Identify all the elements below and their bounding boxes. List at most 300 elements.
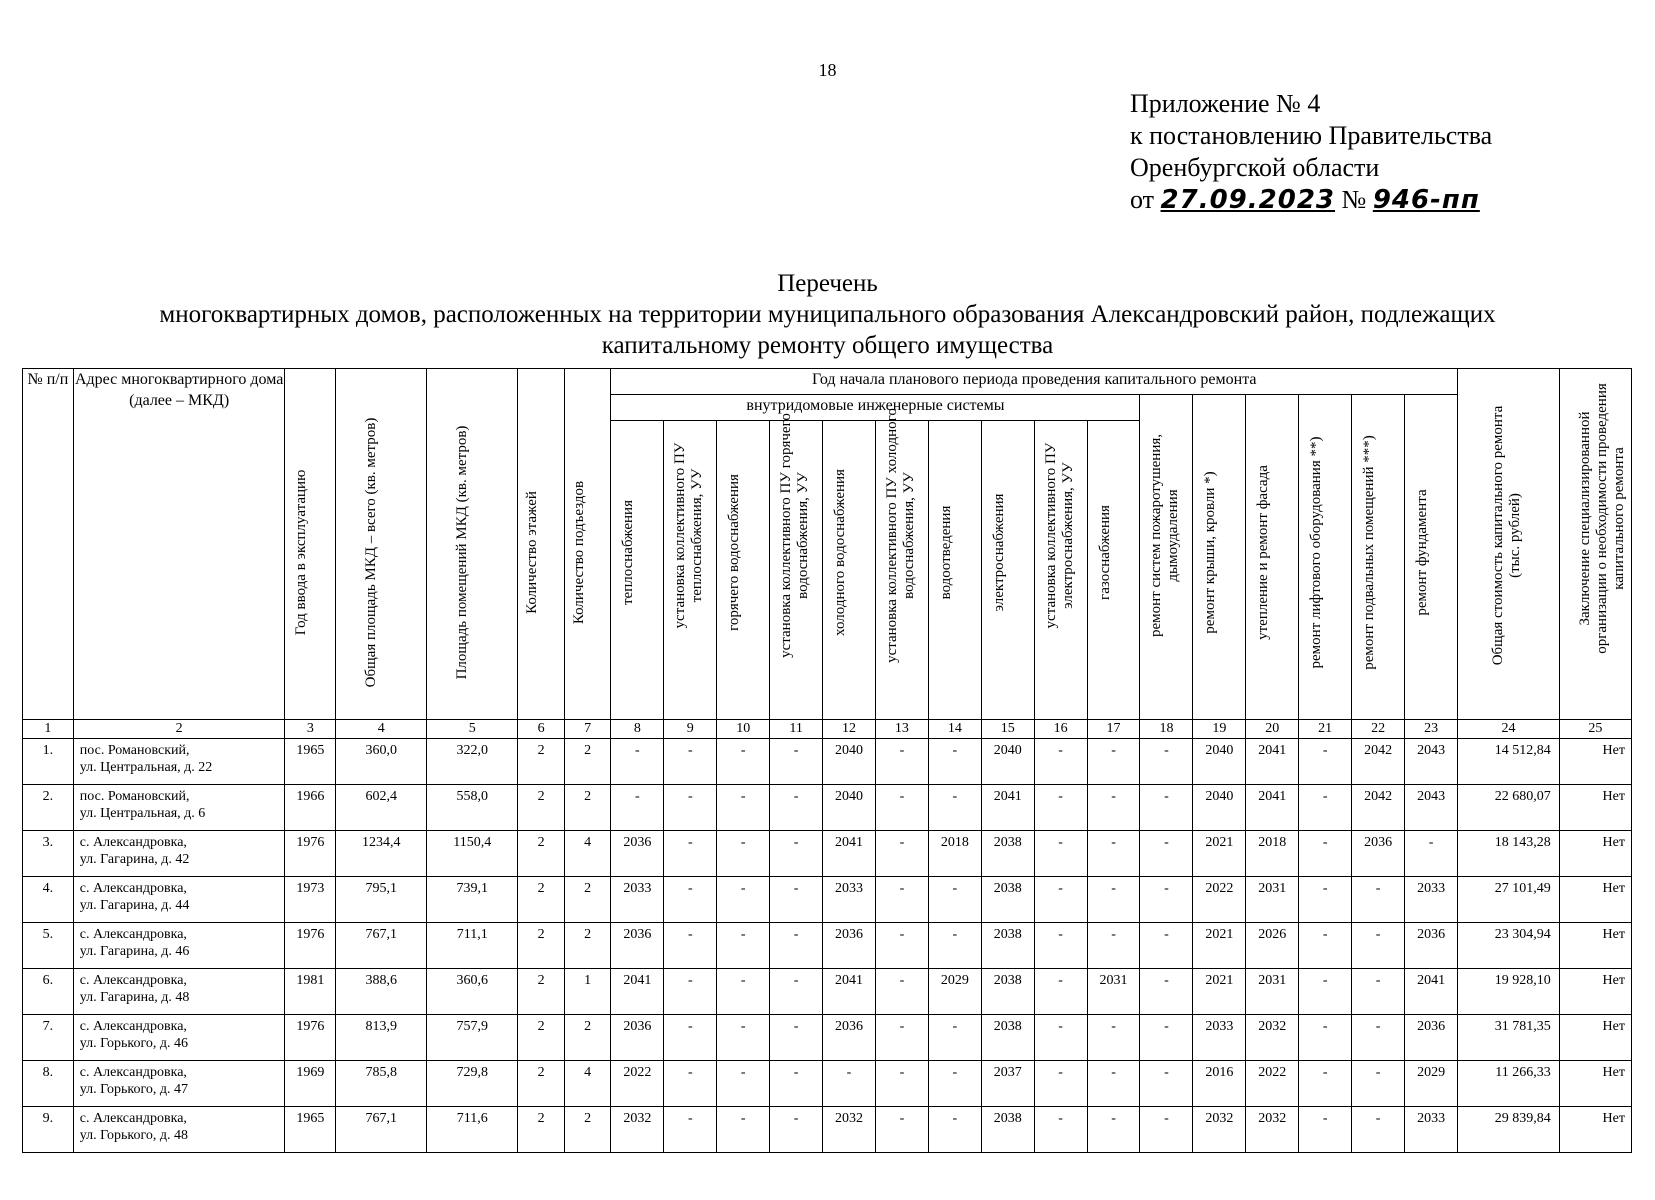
table-cell: - [664,1061,717,1107]
appendix-line-1: Приложение № 4 [1130,89,1321,118]
table-cell: 1 [564,969,611,1015]
table-cell: 18 143,28 [1458,831,1560,877]
header-floors: Количество этажей [518,369,565,720]
table-cell: 2 [564,1015,611,1061]
column-number: 5 [427,720,518,739]
table-row [23,1015,1632,1061]
table-cell: - [1087,923,1140,969]
header-fire: ремонт систем пожаротушения, дымоудаления [1140,395,1193,720]
address-line-2: ул. Гагарина, д. 44 [79,898,190,913]
column-number: 13 [875,720,928,739]
table-cell: - [717,1107,770,1153]
header-year-built: Год ввода в эксплуатацию [285,369,336,720]
table-cell: - [717,785,770,831]
table-cell: 2 [518,1015,565,1061]
column-number: 21 [1299,720,1352,739]
column-number: 20 [1246,720,1299,739]
table-cell: 360,0 [336,739,427,785]
header-entrances: Количество подъездов [564,369,611,720]
table-cell: - [664,877,717,923]
address-cell [73,831,285,877]
address-cell [73,1015,285,1061]
table-body [23,739,1632,1153]
table-cell: 2036 [1405,1015,1458,1061]
row-number: 3. [23,831,74,877]
table-cell: - [875,785,928,831]
table-cell: - [664,923,717,969]
column-number: 2 [73,720,285,739]
table-cell: - [770,1061,823,1107]
table-cell: - [664,969,717,1015]
column-number: 4 [336,720,427,739]
table-cell: 1981 [285,969,336,1015]
table-cell: Нет [1559,785,1631,831]
table-cell: 2040 [823,739,876,785]
table-cell: - [717,923,770,969]
address-cell [73,877,285,923]
table-cell: 2040 [1193,739,1246,785]
table-cell: - [770,1015,823,1061]
table-cell: - [1352,969,1405,1015]
table-cell: - [717,1015,770,1061]
address-line-2: ул. Гагарина, д. 48 [79,990,190,1005]
table-cell: - [875,877,928,923]
table-cell: - [928,1107,981,1153]
table-cell: 29 839,84 [1458,1107,1560,1153]
table-cell: 23 304,94 [1458,923,1560,969]
table-cell: - [1140,1107,1193,1153]
header-heating: теплоснабжения [611,421,664,720]
table-cell: 4 [564,831,611,877]
address-line-2: ул. Горького, д. 47 [79,1082,189,1097]
table-cell: 2042 [1352,739,1405,785]
table-cell: - [875,831,928,877]
column-number: 17 [1087,720,1140,739]
table-cell: 2021 [1193,923,1246,969]
table-cell: - [1299,1015,1352,1061]
table-cell: 2 [518,969,565,1015]
table-cell: - [717,1061,770,1107]
table-cell: 360,6 [427,969,518,1015]
row-number: 5. [23,923,74,969]
table-cell: 2022 [1246,1061,1299,1107]
table-cell: 757,9 [427,1015,518,1061]
table-cell: - [875,1061,928,1107]
table-cell: - [823,1061,876,1107]
header-conclusion: Заключение специализированной организации о необходимости проведения капитального ремонта [1559,369,1631,720]
table-cell: Нет [1559,923,1631,969]
table-cell: 22 680,07 [1458,785,1560,831]
address-line-1: с. Александровка, [79,881,187,896]
table-cell: 2 [518,1107,565,1153]
table-cell: 2032 [1193,1107,1246,1153]
row-number: 4. [23,877,74,923]
table-cell: 2040 [1193,785,1246,831]
address-cell [73,923,285,969]
address-cell [73,1107,285,1153]
table-cell: 2018 [1246,831,1299,877]
table-cell: 2018 [928,831,981,877]
table-cell: 2033 [1405,1107,1458,1153]
column-number: 18 [1140,720,1193,739]
handwritten-number: 946-пп [1372,185,1480,215]
table-cell: 1976 [285,1015,336,1061]
page-number: 18 [818,60,837,80]
address-line-1: с. Александровка, [79,973,187,988]
table-cell: 19 928,10 [1458,969,1560,1015]
table-cell: - [928,739,981,785]
table-cell: 2 [518,831,565,877]
header-cold-water: холодного водоснабжения [823,421,876,720]
table-row [23,969,1632,1015]
table-cell: 2026 [1246,923,1299,969]
table-cell: 2038 [981,831,1034,877]
table-cell: - [664,785,717,831]
from-label: от [1130,185,1155,214]
header-foundation: ремонт фундамента [1405,395,1458,720]
table-cell: 2021 [1193,969,1246,1015]
table-cell: 322,0 [427,739,518,785]
address-line-1: с. Александровка, [79,927,187,942]
table-cell: - [664,1107,717,1153]
header-address: Адрес многоквартирного дома (далее – МКД) [73,369,285,720]
header-num: № п/п [23,369,74,720]
row-number: 2. [23,785,74,831]
table-cell: - [1299,923,1352,969]
table-row [23,923,1632,969]
table-cell: - [1140,969,1193,1015]
row-number: 1. [23,739,74,785]
table-cell: - [1087,831,1140,877]
table-cell: Нет [1559,739,1631,785]
table-cell: 2033 [823,877,876,923]
column-number: 10 [717,720,770,739]
table-cell: 11 266,33 [1458,1061,1560,1107]
table-cell: 711,6 [427,1107,518,1153]
table-cell: 2038 [981,877,1034,923]
table-row [23,785,1632,831]
column-number: 14 [928,720,981,739]
table-cell: 2031 [1087,969,1140,1015]
header-electricity: электроснабжения [981,421,1034,720]
table-cell: 388,6 [336,969,427,1015]
column-number: 22 [1352,720,1405,739]
table-cell: - [1299,1061,1352,1107]
table-row [23,831,1632,877]
table-cell: 2041 [1246,739,1299,785]
table-cell: - [1140,739,1193,785]
table-cell: - [611,785,664,831]
table-cell: 2040 [823,785,876,831]
column-number: 3 [285,720,336,739]
table-cell: - [770,1107,823,1153]
header-gas: газоснабжения [1087,421,1140,720]
table-cell: 2021 [1193,831,1246,877]
address-line-2: ул. Гагарина, д. 42 [79,852,190,867]
address-line-1: пос. Романовский, [79,743,190,758]
table-cell: 2036 [823,1015,876,1061]
column-number: 15 [981,720,1034,739]
table-cell: - [1299,739,1352,785]
table-cell: 2041 [1405,969,1458,1015]
table-cell: 1234,4 [336,831,427,877]
title-line-2: многоквартирных домов, расположенных на территории муниципального образования Александровский район, подлежащих [159,301,1496,328]
table-cell: 2041 [823,969,876,1015]
table-cell: - [875,1107,928,1153]
table-cell: - [1087,739,1140,785]
buildings-table [22,368,1632,1153]
row-number: 7. [23,1015,74,1061]
table-cell: 2036 [1405,923,1458,969]
address-line-1: с. Александровка, [79,835,187,850]
table-cell: - [770,739,823,785]
header-meter-hot: установка коллективного ПУ горячего водоснабжения, УУ [770,421,823,720]
table-row [23,739,1632,785]
table-cell: 2016 [1193,1061,1246,1107]
table-cell: - [1034,923,1087,969]
address-line-2: ул. Горького, д. 46 [79,1036,189,1051]
table-cell: 2033 [1405,877,1458,923]
table-cell: 2040 [981,739,1034,785]
table-cell: - [1352,1061,1405,1107]
table-cell: 2022 [611,1061,664,1107]
table-cell: 2032 [611,1107,664,1153]
table-cell: - [770,831,823,877]
table-cell: 1966 [285,785,336,831]
table-cell: 2 [518,877,565,923]
table-cell: 2033 [1193,1015,1246,1061]
title-line-3: капитальному ремонту общего имущества [601,332,1054,359]
header-group-year: Год начала планового периода проведения капитального ремонта [611,369,1458,395]
table-cell: 27 101,49 [1458,877,1560,923]
column-number: 7 [564,720,611,739]
appendix-block [1130,88,1492,216]
table-cell: 2038 [981,1107,1034,1153]
table-cell: - [1299,785,1352,831]
column-number: 11 [770,720,823,739]
table-cell: 2041 [823,831,876,877]
table-cell: - [1352,1107,1405,1153]
table-cell: 2037 [981,1061,1034,1107]
appendix-line-3: Оренбургской области [1130,153,1380,182]
table-cell: 1965 [285,1107,336,1153]
header-facade: утепление и ремонт фасада [1246,395,1299,720]
table-cell: - [1299,969,1352,1015]
column-number: 9 [664,720,717,739]
header-roof: ремонт крыши, кровли *) [1193,395,1246,720]
table-cell: - [770,923,823,969]
table-cell: 2029 [1405,1061,1458,1107]
table-cell: Нет [1559,831,1631,877]
table-cell: - [1140,923,1193,969]
column-number: 23 [1405,720,1458,739]
table-cell: 2032 [823,1107,876,1153]
table-cell: - [1140,877,1193,923]
handwritten-date: 27.09.2023 [1160,185,1336,215]
table-row [23,1107,1632,1153]
table-row [23,1061,1632,1107]
table-cell: 2041 [981,785,1034,831]
table-cell: 2041 [1246,785,1299,831]
table-cell: 2 [564,1107,611,1153]
table-cell: 2 [564,739,611,785]
table-cell: - [928,923,981,969]
table-cell: - [717,831,770,877]
table-cell: - [1352,1015,1405,1061]
table-cell: 1976 [285,831,336,877]
table-cell: Нет [1559,1061,1631,1107]
address-line-1: с. Александровка, [79,1111,187,1126]
column-number: 24 [1458,720,1560,739]
address-line-1: с. Александровка, [79,1019,187,1034]
table-cell: - [1034,1107,1087,1153]
table-cell: - [717,877,770,923]
table-cell: 2 [518,1061,565,1107]
table-cell: - [770,785,823,831]
table-cell: 4 [564,1061,611,1107]
header-group-systems: внутридомовые инженерные системы [611,395,1140,421]
table-cell: - [1299,1107,1352,1153]
table-cell: - [770,969,823,1015]
column-number: 6 [518,720,565,739]
table-cell: 2036 [1352,831,1405,877]
row-number: 6. [23,969,74,1015]
table-cell: 2 [564,785,611,831]
table-cell: - [875,739,928,785]
table-cell: 795,1 [336,877,427,923]
table-cell: 767,1 [336,923,427,969]
column-number: 1 [23,720,74,739]
table-cell: - [1352,923,1405,969]
table-cell: 1973 [285,877,336,923]
table-cell: - [928,1061,981,1107]
table-cell: 1969 [285,1061,336,1107]
table-cell: - [664,831,717,877]
table-cell: 711,1 [427,923,518,969]
table-cell: 2033 [611,877,664,923]
table-cell: 2041 [611,969,664,1015]
table-row [23,877,1632,923]
address-cell [73,1061,285,1107]
table-cell: - [875,969,928,1015]
header-lift: ремонт лифтового оборудования **) [1299,395,1352,720]
table-cell: 2022 [1193,877,1246,923]
table-cell: - [1087,1107,1140,1153]
table-cell: 1965 [285,739,336,785]
table-cell: 2 [518,785,565,831]
table-cell: 2036 [823,923,876,969]
header-meter-elec: установка коллективного ПУ электроснабжения, УУ [1034,421,1087,720]
table-cell: - [1087,1061,1140,1107]
table-cell: 1976 [285,923,336,969]
table-cell: 2031 [1246,877,1299,923]
column-number: 19 [1193,720,1246,739]
table-cell: 2042 [1352,785,1405,831]
appendix-date-line [1130,184,1492,216]
row-number: 9. [23,1107,74,1153]
table-cell: - [1405,831,1458,877]
table-cell: 2 [518,923,565,969]
table-cell: - [1034,739,1087,785]
table-cell: - [1352,877,1405,923]
header-drainage: водоотведения [928,421,981,720]
table-cell: 1150,4 [427,831,518,877]
table-cell: 729,8 [427,1061,518,1107]
table-cell: - [928,1015,981,1061]
table-cell: 2032 [1246,1015,1299,1061]
document-title [0,268,1655,361]
header-meter-heat: установка коллективного ПУ теплоснабжения, УУ [664,421,717,720]
table-cell: 2036 [611,831,664,877]
table-cell: 739,1 [427,877,518,923]
table-cell: - [1140,831,1193,877]
column-number: 12 [823,720,876,739]
table-cell: 2038 [981,923,1034,969]
table-cell: 2032 [1246,1107,1299,1153]
table-cell: 31 781,35 [1458,1015,1560,1061]
table-cell: 785,8 [336,1061,427,1107]
column-number: 16 [1034,720,1087,739]
address-line-1: с. Александровка, [79,1065,187,1080]
table-cell: - [1140,1015,1193,1061]
address-cell [73,739,285,785]
table-cell: - [875,923,928,969]
table-cell: - [611,739,664,785]
table-cell: - [928,877,981,923]
address-line-2: ул. Центральная, д. 22 [79,760,213,775]
table-cell: - [717,969,770,1015]
table-cell: 813,9 [336,1015,427,1061]
column-numbers-row [23,720,1632,739]
title-line-1: Перечень [777,270,878,297]
header-cost: Общая стоимость капитального ремонта (тыс. рублей) [1458,369,1560,720]
address-line-2: ул. Горького, д. 48 [79,1128,189,1143]
table-cell: Нет [1559,877,1631,923]
address-line-1: пос. Романовский, [79,789,190,804]
table-cell: 14 512,84 [1458,739,1560,785]
table-cell: Нет [1559,969,1631,1015]
header-basement: ремонт подвальных помещений ***) [1352,395,1405,720]
table-cell: 2043 [1405,739,1458,785]
header-total-area: Общая площадь МКД – всего (кв. метров) [336,369,427,720]
table-cell: 2038 [981,969,1034,1015]
table-cell: 2029 [928,969,981,1015]
column-number: 8 [611,720,664,739]
table-cell: - [1140,785,1193,831]
address-cell [73,969,285,1015]
table-cell: - [717,739,770,785]
table-cell: 2 [564,923,611,969]
table-cell: - [1034,877,1087,923]
table-cell: 2038 [981,1015,1034,1061]
table-cell: - [770,877,823,923]
table-cell: - [1087,1015,1140,1061]
address-line-2: ул. Гагарина, д. 46 [79,944,190,959]
appendix-line-2: к постановлению Правительства [1130,121,1493,150]
column-number: 25 [1559,720,1631,739]
table-cell: - [1299,831,1352,877]
header-meter-cold: установка коллективного ПУ холодного водоснабжения, УУ [875,421,928,720]
table-cell: - [1299,877,1352,923]
table-cell: - [875,1015,928,1061]
table-cell: 2 [518,739,565,785]
table-cell: 2 [564,877,611,923]
table-cell: Нет [1559,1107,1631,1153]
row-number: 8. [23,1061,74,1107]
table-cell: 767,1 [336,1107,427,1153]
table-cell: - [1034,785,1087,831]
header-premises-area: Площадь помещений МКД (кв. метров) [427,369,518,720]
